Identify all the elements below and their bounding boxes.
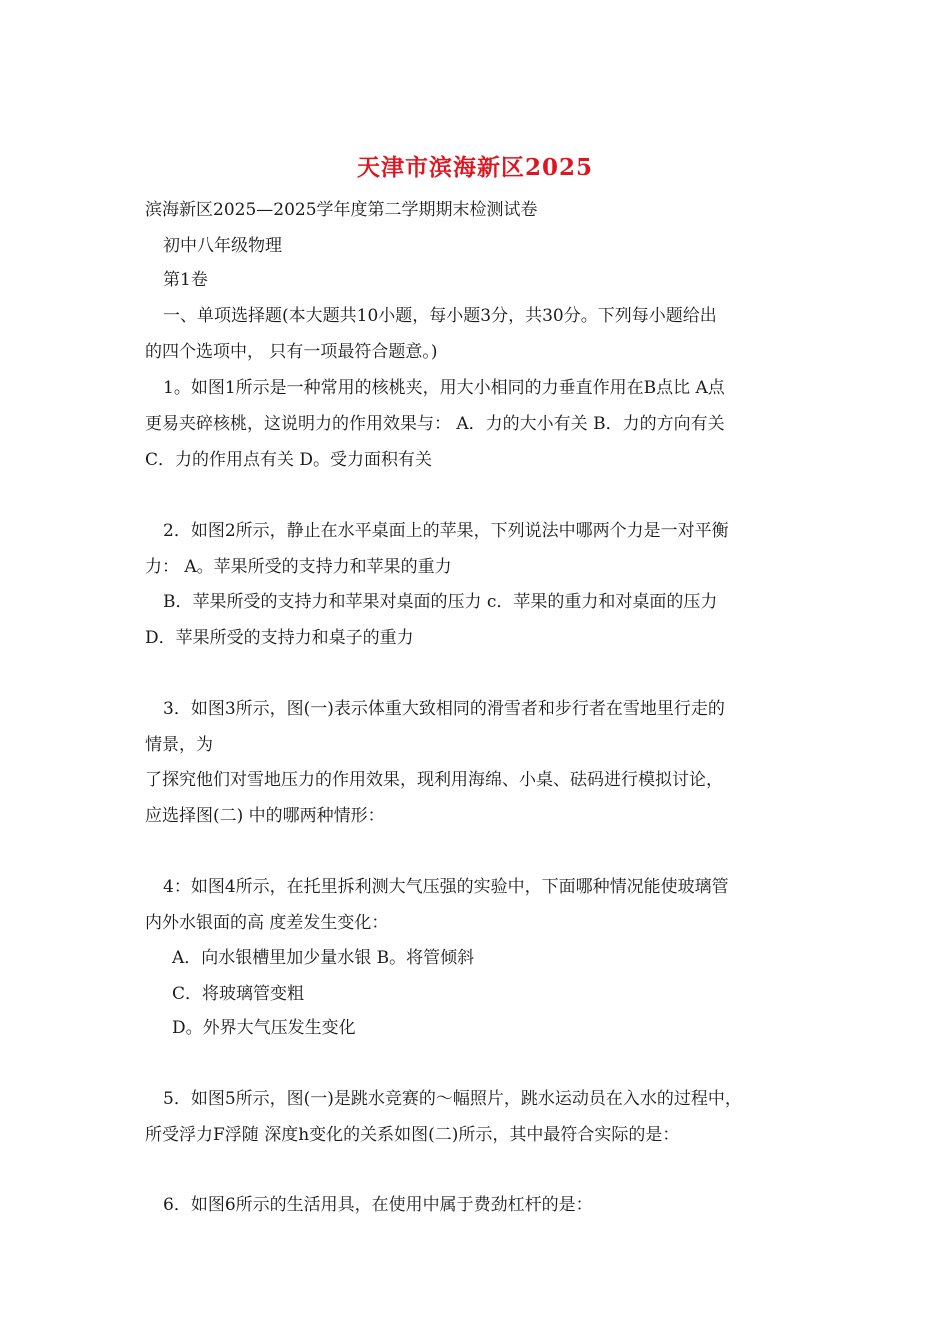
question-4-option-c: C．将玻璃管变粗 (172, 984, 305, 1004)
question-4-option-d: D。外界大气压发生变化 (172, 1018, 356, 1038)
section-heading: 一、单项选择题(本大题共10小题，每小题3分，共30分。下列每小题给出 (163, 306, 717, 326)
question-1-line-2: 更易夹碎核桃，这说明力的作用效果与： A．力的大小有关 B．力的方向有关 (145, 414, 725, 434)
question-4-line-1: 4：如图4所示，在托里拆利测大气压强的实验中，下面哪种情况能使玻璃管 (163, 877, 729, 897)
question-3-line-4: 应选择图(二) 中的哪两种情形： (145, 806, 385, 826)
subject-line: 初中八年级物理 (163, 236, 282, 256)
volume-line: 第1卷 (163, 270, 208, 290)
question-1-line-3: C．力的作用点有关 D。受力面积有关 (145, 450, 433, 470)
question-6-line-1: 6．如图6所示的生活用具，在使用中属于费劲杠杆的是： (163, 1195, 593, 1215)
question-2-line-2: 力： A。苹果所受的支持力和苹果的重力 (145, 557, 452, 577)
question-3-line-1: 3．如图3所示，图(一)表示体重大致相同的滑雪者和步行者在雪地里行走的 (163, 699, 725, 719)
document-title: 天津市滨海新区2025 (356, 154, 593, 181)
question-5-line-1: 5．如图5所示，图(一)是跳水竞赛的～幅照片，跳水运动员在入水的过程中， (163, 1089, 742, 1109)
question-4-option-ab: A．向水银槽里加少量水银 B。将管倾斜 (172, 948, 475, 968)
question-5-line-2: 所受浮力F浮随 深度h变化的关系如图(二)所示，其中最符合实际的是： (145, 1125, 680, 1145)
question-2-line-3: B．苹果所受的支持力和苹果对桌面的压力 c．苹果的重力和对桌面的压力 (163, 592, 718, 612)
section-heading-cont: 的四个选项中， 只有一项最符合题意。) (145, 342, 438, 362)
question-2-line-4: D．苹果所受的支持力和桌子的重力 (145, 628, 414, 648)
question-2-line-1: 2．如图2所示，静止在水平桌面上的苹果，下列说法中哪两个力是一对平衡 (163, 521, 729, 541)
question-1-line-1: 1。如图1所示是一种常用的核桃夹，用大小相同的力垂直作用在B点比 A点 (163, 378, 725, 398)
question-3-line-2: 情景，为 (145, 735, 213, 755)
exam-name-line: 滨海新区2025—2025学年度第二学期期末检测试卷 (145, 200, 538, 220)
question-4-line-2: 内外水银面的高 度差发生变化： (145, 913, 389, 933)
question-3-line-3: 了探究他们对雪地压力的作用效果，现利用海绵、小桌、砝码进行模拟讨论， (145, 770, 723, 790)
